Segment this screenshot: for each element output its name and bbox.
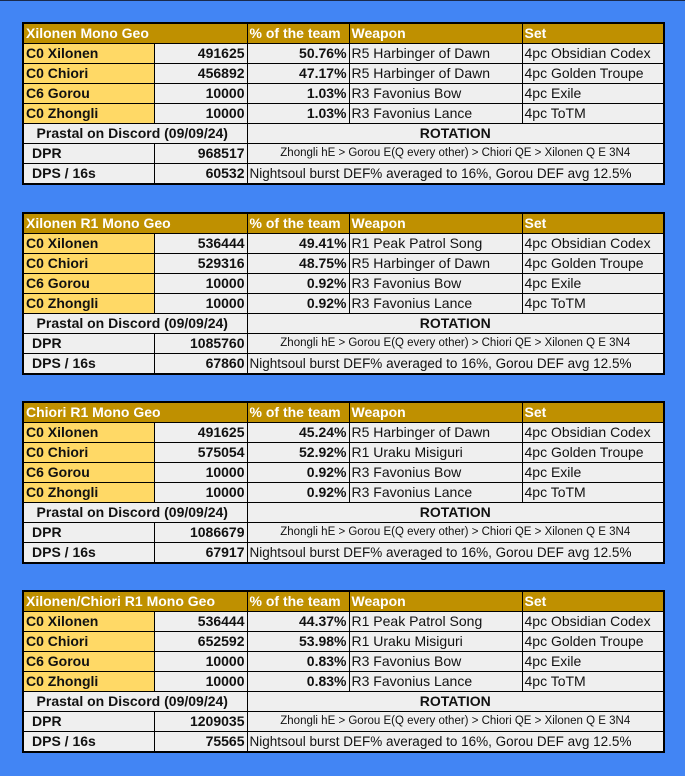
artifact-set: 4pc Exile [522, 84, 664, 104]
damage-value: 10000 [154, 274, 247, 294]
team-title: Xilonen R1 Mono Geo [23, 213, 247, 234]
artifact-set: 4pc Exile [522, 652, 664, 672]
dpr-row [23, 334, 664, 354]
damage-value: 10000 [154, 84, 247, 104]
character-name: C0 Xilonen [23, 44, 154, 64]
artifact-set: 4pc Golden Troupe [522, 443, 664, 463]
team-percent: 0.83% [247, 672, 349, 692]
team-percent: 0.92% [247, 483, 349, 503]
weapon: R3 Favonius Bow [349, 274, 522, 294]
team-percent: 0.92% [247, 274, 349, 294]
set-header: Set [522, 23, 664, 44]
damage-value: 10000 [154, 652, 247, 672]
credit: Prastal on Discord (09/09/24) [23, 124, 247, 144]
character-row [23, 274, 664, 294]
credit-row [23, 124, 664, 144]
character-name: C0 Chiori [23, 632, 154, 652]
calc-note: Nightsoul burst DEF% averaged to 16%, Gorou DEF avg 12.5% [247, 732, 664, 753]
character-row [23, 612, 664, 632]
weapon-header: Weapon [349, 23, 522, 44]
set-header: Set [522, 213, 664, 234]
team-percent: 49.41% [247, 234, 349, 254]
credit: Prastal on Discord (09/09/24) [23, 503, 247, 523]
dps-row [23, 543, 664, 564]
character-row [23, 104, 664, 124]
character-name: C0 Chiori [23, 254, 154, 274]
character-name: C6 Gorou [23, 84, 154, 104]
dpr-row [23, 144, 664, 164]
dpr-value: 968517 [154, 144, 247, 164]
character-name: C6 Gorou [23, 652, 154, 672]
weapon: R1 Peak Patrol Song [349, 234, 522, 254]
artifact-set: 4pc Obsidian Codex [522, 44, 664, 64]
character-row [23, 483, 664, 503]
weapon-header: Weapon [349, 213, 522, 234]
credit-row [23, 692, 664, 712]
team-percent: 0.92% [247, 463, 349, 483]
damage-value: 536444 [154, 234, 247, 254]
team-title: Xilonen/Chiori R1 Mono Geo [23, 591, 247, 612]
weapon: R3 Favonius Lance [349, 672, 522, 692]
weapon: R5 Harbinger of Dawn [349, 64, 522, 84]
damage-value: 10000 [154, 463, 247, 483]
rotation-header: ROTATION [247, 124, 664, 144]
artifact-set: 4pc ToTM [522, 483, 664, 503]
character-name: C6 Gorou [23, 274, 154, 294]
header-row [23, 23, 664, 44]
character-row [23, 672, 664, 692]
dps-row [23, 164, 664, 185]
team-percent: 45.24% [247, 423, 349, 443]
character-name: C0 Chiori [23, 443, 154, 463]
character-row [23, 84, 664, 104]
weapon: R1 Uraku Misiguri [349, 443, 522, 463]
character-row [23, 234, 664, 254]
character-row [23, 652, 664, 672]
character-name: C0 Xilonen [23, 234, 154, 254]
rotation-text: Zhongli hE > Gorou E(Q every other) > Chiori QE > Xilonen Q E 3N4 [247, 712, 664, 732]
dps-label: DPS / 16s [23, 354, 154, 375]
weapon: R5 Harbinger of Dawn [349, 254, 522, 274]
top-border [0, 0, 685, 1]
team-percent: 1.03% [247, 84, 349, 104]
damage-value: 10000 [154, 104, 247, 124]
set-header: Set [522, 591, 664, 612]
rotation-header: ROTATION [247, 503, 664, 523]
team-title: Xilonen Mono Geo [23, 23, 247, 44]
character-row [23, 254, 664, 274]
damage-value: 456892 [154, 64, 247, 84]
character-name: C0 Xilonen [23, 612, 154, 632]
pct-header: % of the team [247, 23, 349, 44]
weapon: R3 Favonius Lance [349, 294, 522, 314]
team-table [22, 401, 665, 564]
artifact-set: 4pc Exile [522, 463, 664, 483]
weapon: R3 Favonius Lance [349, 104, 522, 124]
header-row [23, 591, 664, 612]
artifact-set: 4pc Golden Troupe [522, 632, 664, 652]
character-row [23, 64, 664, 84]
pct-header: % of the team [247, 402, 349, 423]
dps-value: 60532 [154, 164, 247, 185]
calc-note: Nightsoul burst DEF% averaged to 16%, Gorou DEF avg 12.5% [247, 354, 664, 375]
damage-value: 536444 [154, 612, 247, 632]
weapon-header: Weapon [349, 591, 522, 612]
credit: Prastal on Discord (09/09/24) [23, 314, 247, 334]
header-row [23, 402, 664, 423]
dps-row [23, 354, 664, 375]
pct-header: % of the team [247, 213, 349, 234]
weapon: R5 Harbinger of Dawn [349, 423, 522, 443]
artifact-set: 4pc Obsidian Codex [522, 234, 664, 254]
team-title: Chiori R1 Mono Geo [23, 402, 247, 423]
team-percent: 53.98% [247, 632, 349, 652]
character-name: C0 Zhongli [23, 483, 154, 503]
team-table [22, 22, 665, 185]
artifact-set: 4pc ToTM [522, 104, 664, 124]
team-table [22, 590, 665, 753]
set-header: Set [522, 402, 664, 423]
artifact-set: 4pc ToTM [522, 294, 664, 314]
weapon: R3 Favonius Bow [349, 84, 522, 104]
dps-label: DPS / 16s [23, 543, 154, 564]
rotation-text: Zhongli hE > Gorou E(Q every other) > Chiori QE > Xilonen Q E 3N4 [247, 334, 664, 354]
weapon: R3 Favonius Bow [349, 652, 522, 672]
weapon: R1 Peak Patrol Song [349, 612, 522, 632]
character-name: C0 Zhongli [23, 104, 154, 124]
damage-value: 491625 [154, 44, 247, 64]
dpr-label: DPR [23, 334, 154, 354]
dpr-value: 1086679 [154, 523, 247, 543]
character-name: C0 Zhongli [23, 294, 154, 314]
artifact-set: 4pc Obsidian Codex [522, 423, 664, 443]
team-percent: 0.92% [247, 294, 349, 314]
damage-value: 491625 [154, 423, 247, 443]
rotation-text: Zhongli hE > Gorou E(Q every other) > Chiori QE > Xilonen Q E 3N4 [247, 523, 664, 543]
weapon: R3 Favonius Lance [349, 483, 522, 503]
character-row [23, 463, 664, 483]
calc-note: Nightsoul burst DEF% averaged to 16%, Gorou DEF avg 12.5% [247, 543, 664, 564]
dps-value: 67917 [154, 543, 247, 564]
dpr-row [23, 523, 664, 543]
damage-value: 529316 [154, 254, 247, 274]
team-percent: 0.83% [247, 652, 349, 672]
team-percent: 50.76% [247, 44, 349, 64]
damage-value: 10000 [154, 483, 247, 503]
dpr-value: 1209035 [154, 712, 247, 732]
rotation-header: ROTATION [247, 692, 664, 712]
dps-value: 75565 [154, 732, 247, 753]
character-name: C6 Gorou [23, 463, 154, 483]
credit-row [23, 503, 664, 523]
dpr-label: DPR [23, 523, 154, 543]
artifact-set: 4pc Golden Troupe [522, 254, 664, 274]
weapon: R5 Harbinger of Dawn [349, 44, 522, 64]
character-name: C0 Chiori [23, 64, 154, 84]
credit-row [23, 314, 664, 334]
character-row [23, 423, 664, 443]
calc-note: Nightsoul burst DEF% averaged to 16%, Gorou DEF avg 12.5% [247, 164, 664, 185]
damage-value: 10000 [154, 294, 247, 314]
character-name: C0 Zhongli [23, 672, 154, 692]
dpr-label: DPR [23, 712, 154, 732]
damage-value: 10000 [154, 672, 247, 692]
dpr-row [23, 712, 664, 732]
artifact-set: 4pc Exile [522, 274, 664, 294]
dps-row [23, 732, 664, 753]
dps-label: DPS / 16s [23, 732, 154, 753]
artifact-set: 4pc ToTM [522, 672, 664, 692]
team-percent: 1.03% [247, 104, 349, 124]
dps-label: DPS / 16s [23, 164, 154, 185]
rotation-text: Zhongli hE > Gorou E(Q every other) > Chiori QE > Xilonen Q E 3N4 [247, 144, 664, 164]
character-row [23, 443, 664, 463]
team-percent: 48.75% [247, 254, 349, 274]
artifact-set: 4pc Obsidian Codex [522, 612, 664, 632]
team-percent: 52.92% [247, 443, 349, 463]
weapon-header: Weapon [349, 402, 522, 423]
dps-value: 67860 [154, 354, 247, 375]
dpr-label: DPR [23, 144, 154, 164]
team-percent: 47.17% [247, 64, 349, 84]
team-percent: 44.37% [247, 612, 349, 632]
artifact-set: 4pc Golden Troupe [522, 64, 664, 84]
character-row [23, 632, 664, 652]
rotation-header: ROTATION [247, 314, 664, 334]
team-table [22, 212, 665, 375]
character-row [23, 294, 664, 314]
credit: Prastal on Discord (09/09/24) [23, 692, 247, 712]
character-name: C0 Xilonen [23, 423, 154, 443]
damage-value: 652592 [154, 632, 247, 652]
weapon: R3 Favonius Bow [349, 463, 522, 483]
pct-header: % of the team [247, 591, 349, 612]
dpr-value: 1085760 [154, 334, 247, 354]
weapon: R1 Uraku Misiguri [349, 632, 522, 652]
character-row [23, 44, 664, 64]
header-row [23, 213, 664, 234]
damage-value: 575054 [154, 443, 247, 463]
